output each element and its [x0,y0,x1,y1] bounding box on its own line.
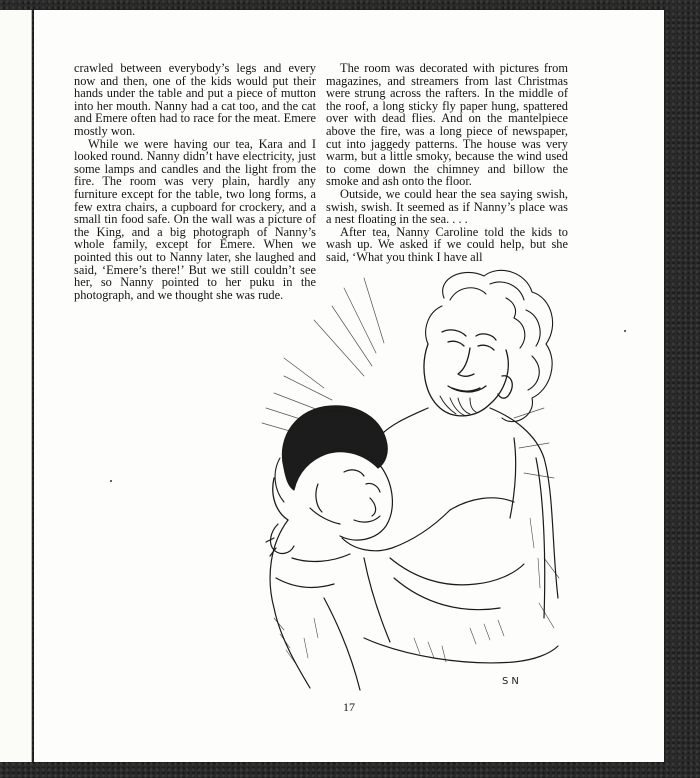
book-page [34,10,664,762]
paragraph: While we were having our tea, Kara and I looked round. Nanny didn’t have electricity, just some lamps and candles and the light from the fire. The room was very plain, hardly any furniture except for the table, two long forms, a few extra chairs, a cupboard for crockery, and a small tin food safe. On the wall was a picture of the King, and a big photograph of Nanny’s whole family, except for Emere. When we pointed this out to Nanny later, she laughed and said, ‘Emere’s there!’ But we still couldn’t see her, so Nanny pointed to her puku in the photograph, and we thought she was rude. [74,136,316,302]
scan-speck [110,480,112,482]
previous-page-edge [0,10,32,762]
paragraph: Outside, we could hear the sea saying swish, swish, swish. It seemed as if Nanny’s place was a nest floating in the sea. . . . [326,186,568,227]
hug-illustration [214,258,564,698]
paragraph: crawled between everybody’s legs and every now and then, one of the kids would put their hands under the table and put a piece of mutton into her mouth. Nanny had a cat too, and the cat and Emere often had to race for the meat. Emere mostly won. [74,61,316,138]
paragraph: The room was decorated with pictures from magazines, and streamers from last Christmas were strung across the rafters. In the middle of the roof, a long sticky fly paper hung, spattered over with dead flies. And on the mantelpiece above the fire, was a long piece of newspaper, cut into jaggedy patterns. The house was very warm, but a little smoky, because the wind used to come down the chimney and billow the smoke and ash onto the floor. [326,61,568,189]
right-text-column [326,62,568,264]
illustrator-signature: SN [502,676,522,687]
paragraph: After tea, Nanny Caroline told the kids to wash up. We asked if we could help, but she said, ‘What you think I have all [326,224,568,264]
scan-speck [624,330,626,332]
page-number: 17 [343,700,355,714]
